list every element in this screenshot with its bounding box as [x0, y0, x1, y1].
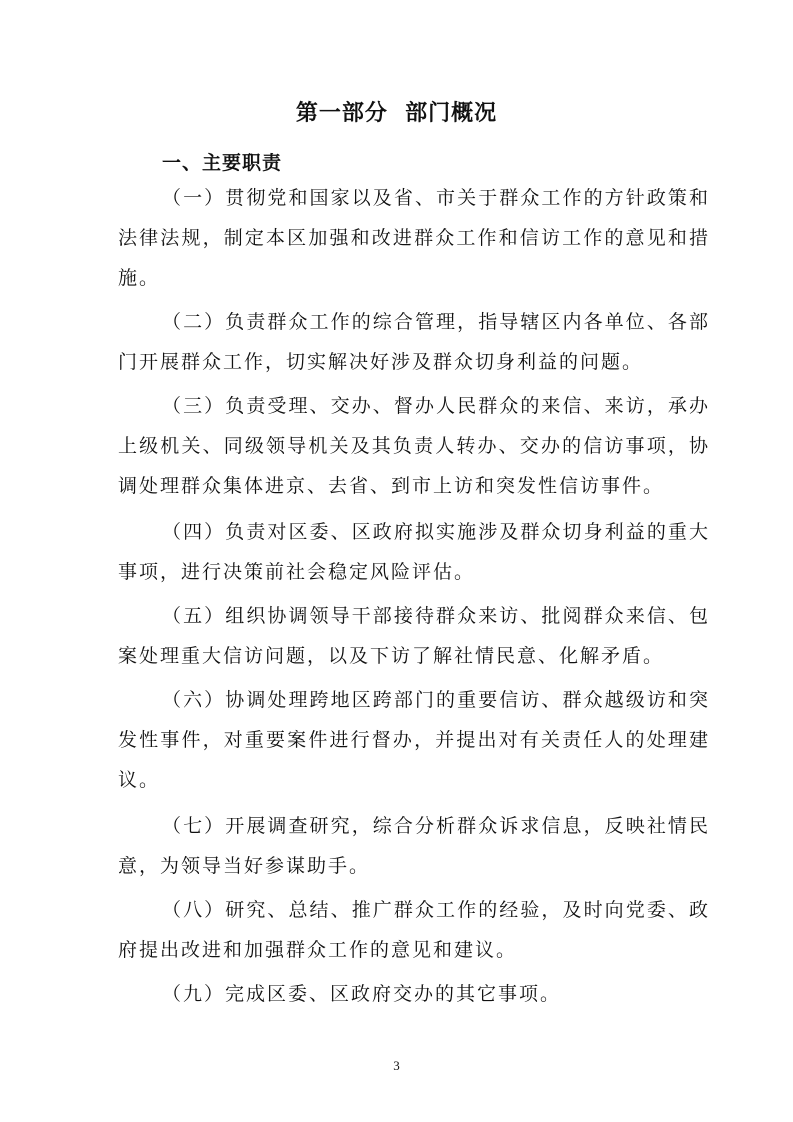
duty-paragraph-8: （八）研究、总结、推广群众工作的经验，及时向党委、政府提出改进和加强群众工作的意见和建议。 — [118, 899, 710, 961]
duty-paragraph-7: （七）开展调查研究，综合分析群众诉求信息，反映社情民意，为领导当好参谋助手。 — [118, 815, 710, 877]
duty-paragraph-6: （六）协调处理跨地区跨部门的重要信访、群众越级访和突发性事件，对重要案件进行督办，并提出对有关责任人的处理建议。 — [118, 689, 710, 791]
duty-paragraph-3: （三）负责受理、交办、督办人民群众的来信、来访，承办上级机关、同级领导机关及其负责人转办、交办的信访事项，协调处理群众集体进京、去省、到市上访和突发性信访事件。 — [118, 395, 710, 497]
duty-paragraph-5: （五）组织协调领导干部接待群众来访、批阅群众来信、包案处理重大信访问题，以及下访了解社情民意、化解矛盾。 — [118, 605, 710, 667]
page-number: 3 — [393, 1058, 400, 1073]
section-heading: 一、主要职责 — [162, 152, 283, 174]
duty-paragraph-1: （一）贯彻党和国家以及省、市关于群众工作的方针政策和法律法规，制定本区加强和改进群众工作和信访工作的意见和措施。 — [118, 187, 710, 289]
duty-paragraph-9: （九）完成区委、区政府交办的其它事项。 — [162, 983, 562, 1005]
duty-paragraph-2: （二）负责群众工作的综合管理，指导辖区内各单位、各部门开展群众工作，切实解决好涉及群众切身利益的问题。 — [118, 311, 710, 373]
page-title: 第一部分 部门概况 — [295, 101, 498, 126]
duty-paragraph-4: （四）负责对区委、区政府拟实施涉及群众切身利益的重大事项，进行决策前社会稳定风险评估。 — [118, 521, 710, 583]
